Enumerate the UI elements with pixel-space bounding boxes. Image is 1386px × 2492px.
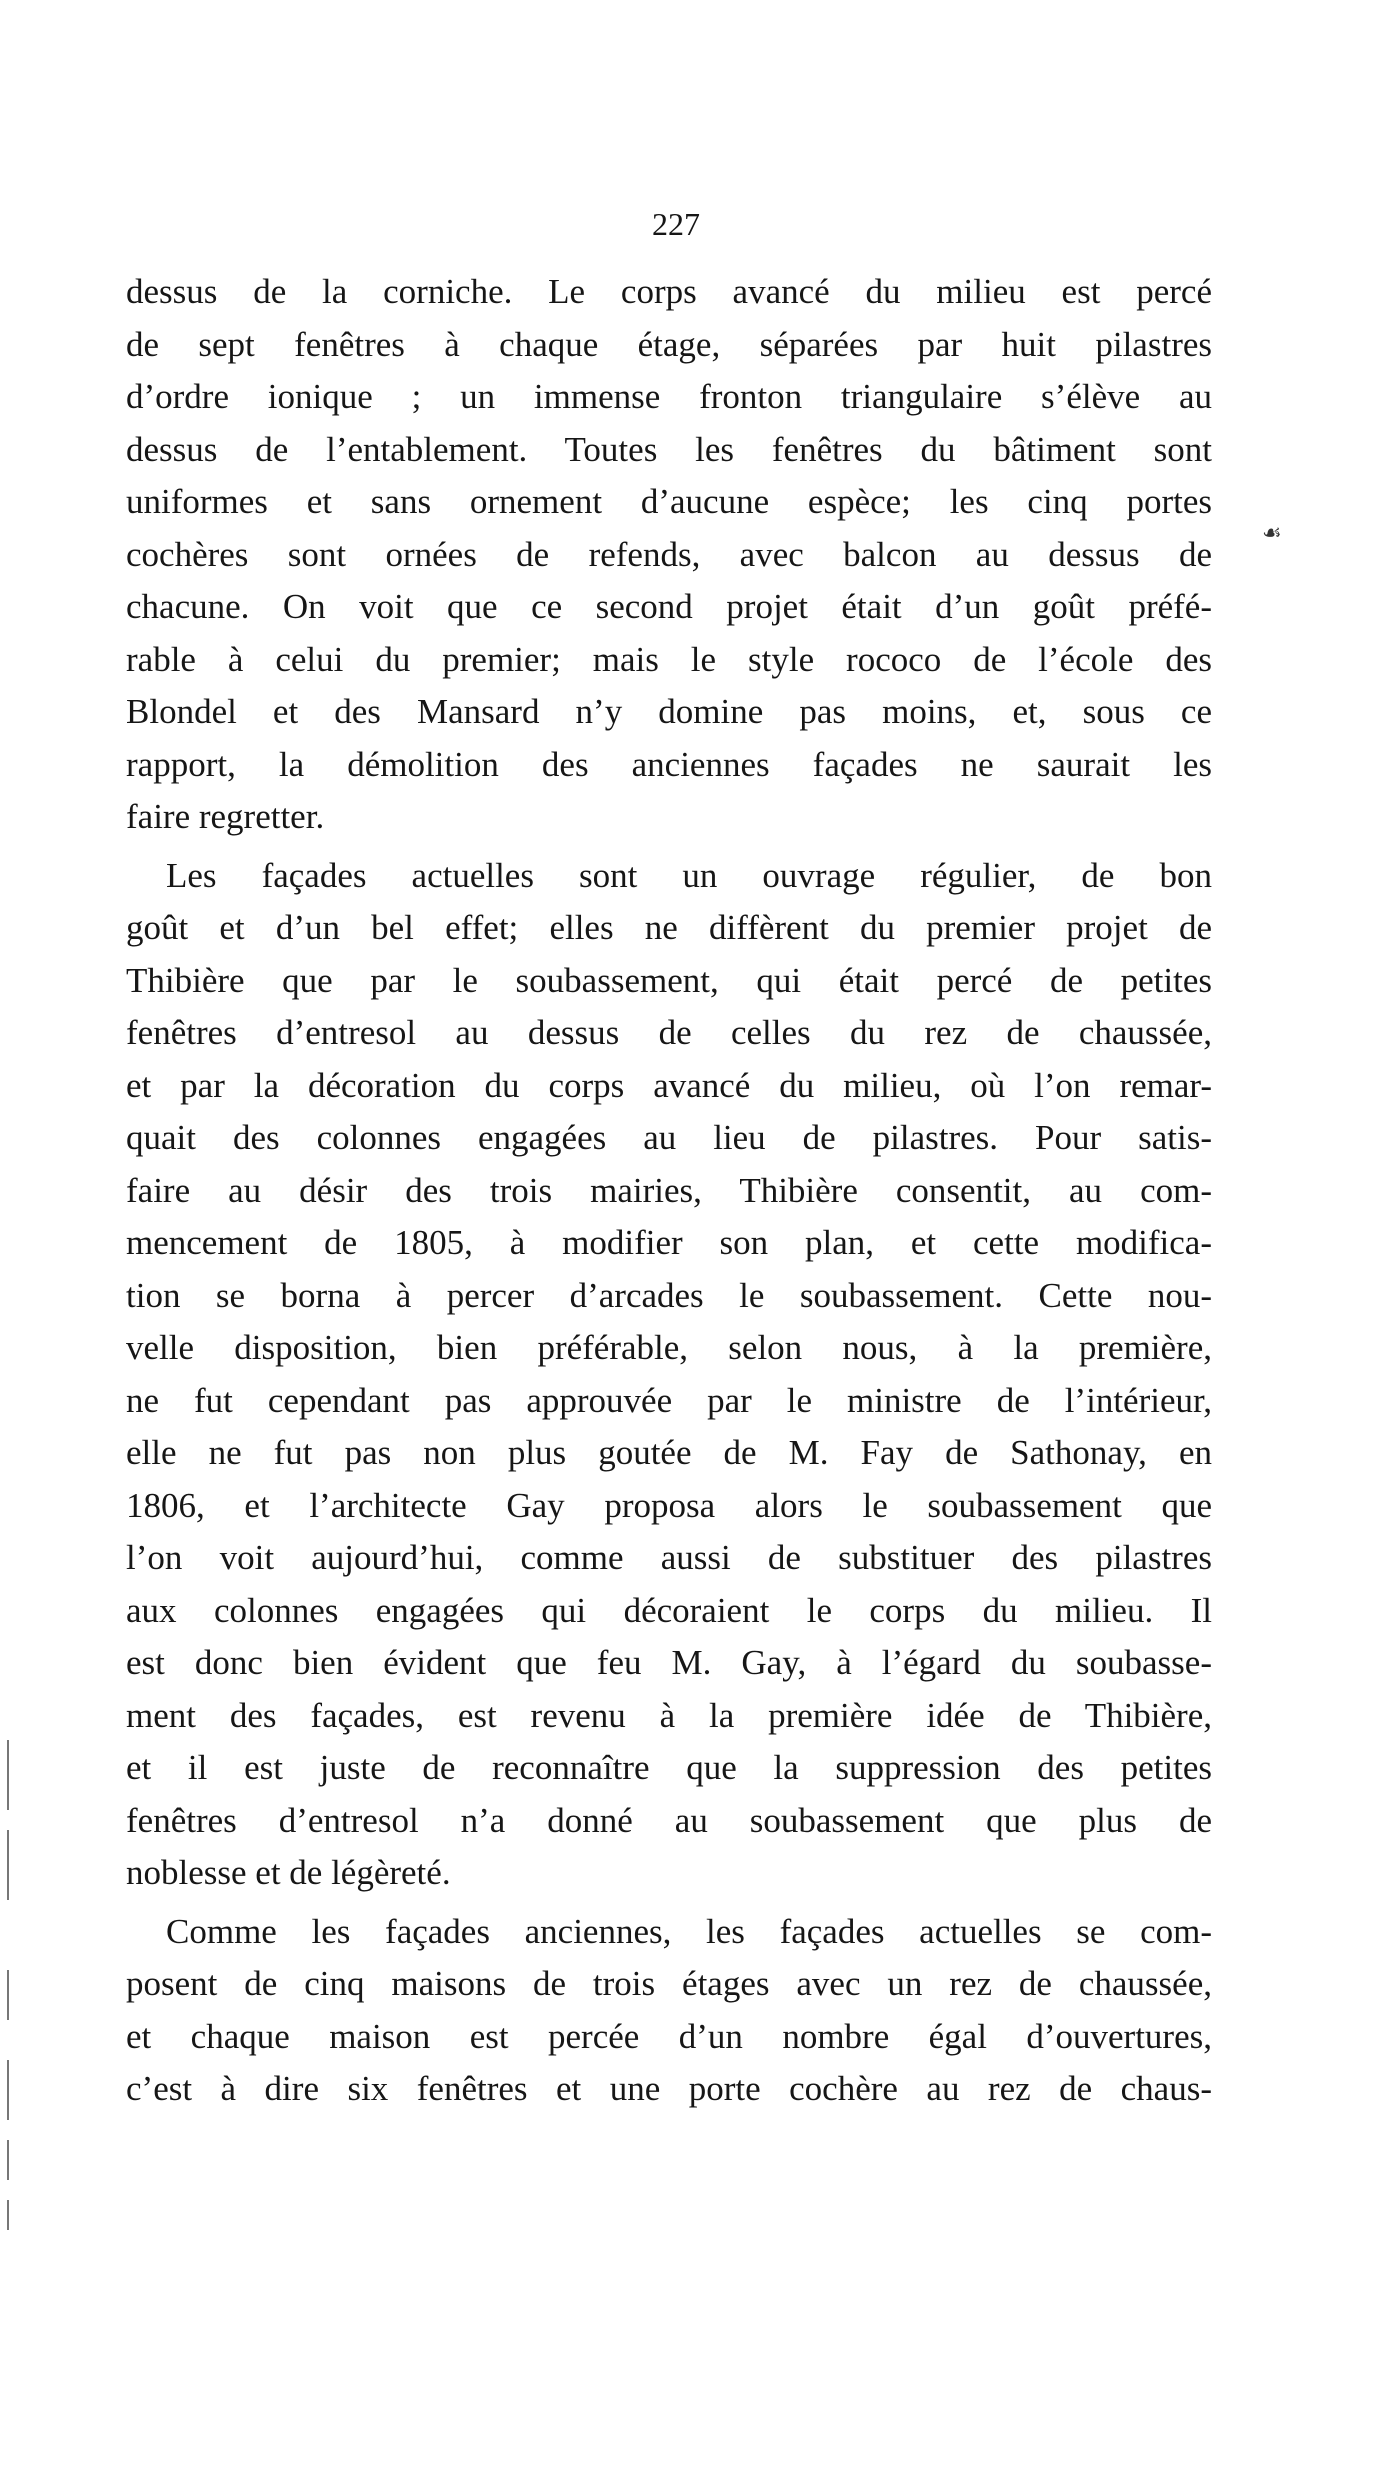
text-line: fenêtres d’entresol n’a donné au soubassement que plus de [126,1800,1212,1840]
text-line: fenêtres d’entresol au dessus de celles du rez de chaussée, [126,1013,1212,1052]
text-line: Les façades actuelles sont un ouvrage régulier, de bon [166,855,1212,895]
text-line: cochères sont ornées de refends, avec balcon au dessus de [126,534,1212,574]
text-line: dessus de la corniche. Le corps avancé du milieu est percé [126,272,1212,311]
text-line: Comme les façades anciennes, les façades actuelles se com- [166,1911,1212,1951]
scan-edge-mark [7,2140,9,2180]
scan-edge-mark [7,1740,9,1810]
text-line: Blondel et des Mansard n’y domine pas moins, et, sous ce [126,692,1212,731]
text-line: ment des façades, est revenu à la première idée de Thibière, [126,1695,1212,1735]
text-line: goût et d’un bel effet; elles ne diffèrent du premier projet de [126,908,1212,947]
text-line: rapport, la démolition des anciennes façades ne saurait les [126,744,1212,784]
text-line: c’est à dire six fenêtres et une porte cochère au rez de chaus- [126,2069,1212,2108]
text-line: l’on voit aujourd’hui, comme aussi de substituer des pilastres [126,1538,1212,1577]
margin-mark: ☙ [1262,520,1282,545]
text-line: rable à celui du premier; mais le style rococo de l’école des [126,639,1212,679]
text-line: chacune. On voit que ce second projet était d’un goût préfé- [126,587,1212,626]
text-line: et il est juste de reconnaître que la suppression des petites [126,1748,1212,1787]
text-line: uniformes et sans ornement d’aucune espèce; les cinq portes [126,482,1212,521]
text-line: ne fut cependant pas approuvée par le ministre de l’intérieur, [126,1380,1212,1420]
paragraph-1 [126,266,1212,844]
text-line: faire regretter. [126,797,325,836]
text-line: et chaque maison est percée d’un nombre égal d’ouvertures, [126,2016,1212,2056]
text-line: tion se borna à percer d’arcades le soubassement. Cette nou- [126,1275,1212,1315]
scan-edge-mark [7,2200,9,2230]
text-line: dessus de l’entablement. Toutes les fenêtres du bâtiment sont [126,429,1212,469]
text-line: quait des colonnes engagées au lieu de pilastres. Pour satis- [126,1118,1212,1157]
scan-edge-mark [7,1830,9,1900]
text-line: noblesse et de légèreté. [126,1853,451,1892]
paragraph-2 [126,850,1212,1900]
text-line: de sept fenêtres à chaque étage, séparées par huit pilastres [126,324,1212,364]
text-line: aux colonnes engagées qui décoraient le corps du milieu. Il [126,1590,1212,1630]
text-line: velle disposition, bien préférable, selon nous, à la première, [126,1328,1212,1367]
paragraph-3 [126,1906,1212,2116]
text-line: elle ne fut pas non plus goutée de M. Fay de Sathonay, en [126,1433,1212,1472]
text-line: posent de cinq maisons de trois étages avec un rez de chaussée, [126,1964,1212,2003]
page-number: 227 [652,206,700,242]
scan-edge-mark [7,2060,9,2120]
text-line: et par la décoration du corps avancé du milieu, où l’on remar- [126,1065,1212,1105]
text-line: Thibière que par le soubassement, qui était percé de petites [126,960,1212,1000]
text-line: mencement de 1805, à modifier son plan, et cette modifica- [126,1223,1212,1262]
text-line: est donc bien évident que feu M. Gay, à l’égard du soubasse- [126,1643,1212,1682]
body-text [126,266,1212,2116]
text-line: 1806, et l’architecte Gay proposa alors le soubassement que [126,1485,1212,1525]
text-line: d’ordre ionique ; un immense fronton triangulaire s’élève au [126,377,1212,416]
text-line: faire au désir des trois mairies, Thibière consentit, au com- [126,1170,1212,1210]
scan-edge-mark [7,1970,9,2020]
